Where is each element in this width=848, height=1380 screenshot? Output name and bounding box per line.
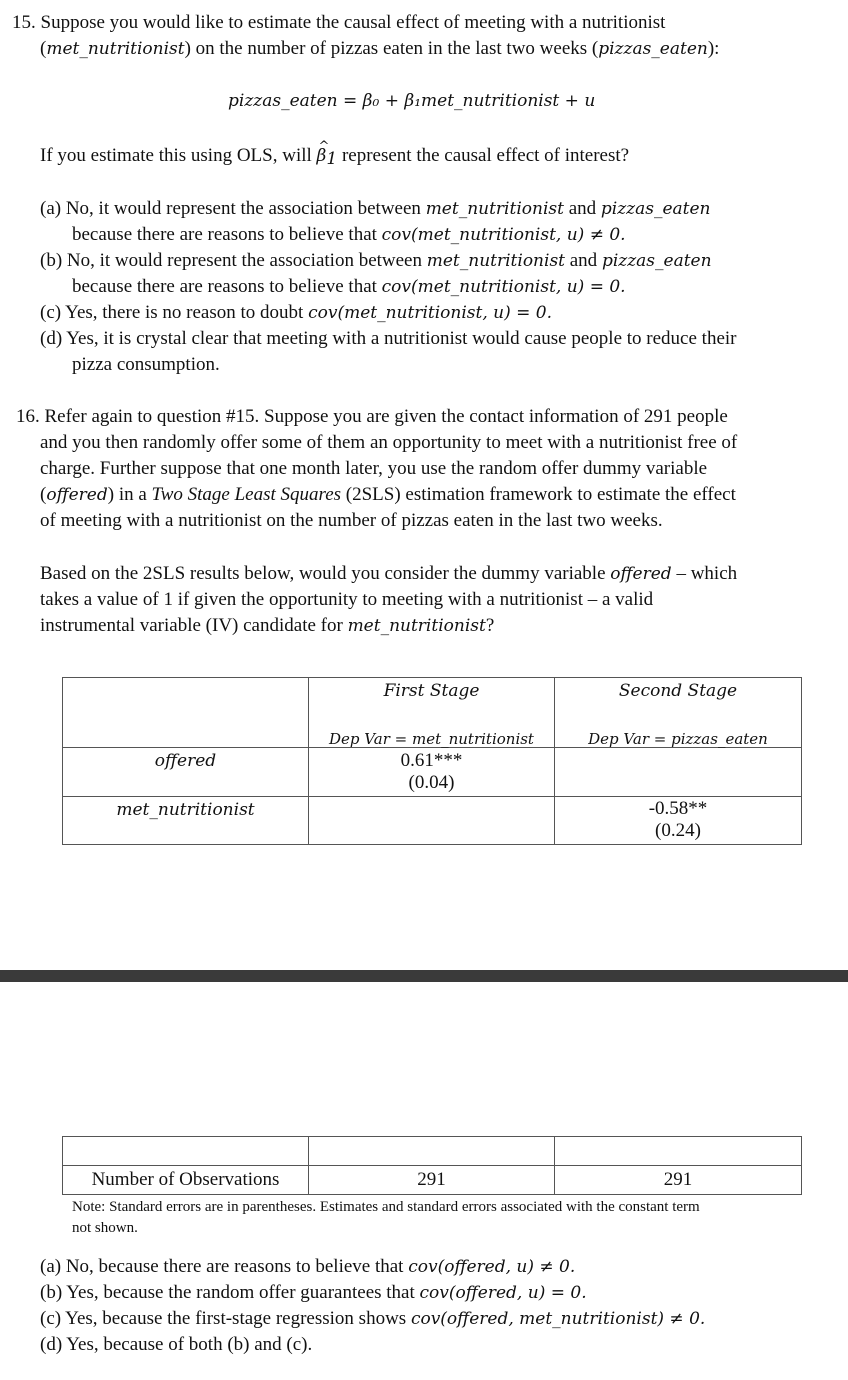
table-row bbox=[63, 797, 802, 845]
table-row bbox=[63, 1137, 802, 1166]
q15-line-2: (met_nutritionist) on the number of pizzas eaten in the last two weeks (pizzas_eaten): bbox=[40, 38, 720, 59]
q16-option-d: (d) Yes, because of both (b) and (c). bbox=[40, 1334, 313, 1355]
row-label-met-nutritionist: met_nutritionist bbox=[116, 800, 255, 820]
q16-line-3: charge. Further suppose that one month later, you use the random offer dummy variable bbox=[40, 458, 708, 479]
second-stage-header: Second Stage Dep Var = pizzas_eaten bbox=[555, 678, 802, 748]
var-pizzas-eaten: pizzas_eaten bbox=[598, 39, 708, 59]
q15-option-b: (b) No, it would represent the association between met_nutritionist and pizzas_eaten bbox=[40, 250, 712, 271]
q15-option-d: (d) Yes, it is crystal clear that meeting with a nutritionist would cause people to reduce their bbox=[40, 328, 737, 349]
observations-table bbox=[62, 1136, 802, 1195]
q15-option-a-cont: because there are reasons to believe that cov(met_nutritionist, u) ≠ 0. bbox=[72, 224, 626, 245]
q16-line-5: of meeting with a nutritionist on the number of pizzas eaten in the last two weeks. bbox=[40, 510, 663, 531]
se-offered: (0.04) bbox=[408, 772, 455, 793]
q15-option-c: (c) Yes, there is no reason to doubt cov(met_nutritionist, u) = 0. bbox=[40, 302, 552, 323]
table-row bbox=[63, 1166, 802, 1195]
table-note-cont: not shown. bbox=[72, 1220, 138, 1236]
q16-option-a: (a) No, because there are reasons to believe that cov(offered, u) ≠ 0. bbox=[40, 1256, 576, 1277]
table-header-row bbox=[63, 678, 802, 748]
table-row bbox=[63, 748, 802, 797]
q15-option-b-cont: because there are reasons to believe that cov(met_nutritionist, u) = 0. bbox=[72, 276, 626, 297]
q15-option-a: (a) No, it would represent the association between met_nutritionist and pizzas_eaten bbox=[40, 198, 711, 219]
q16-line-1: 16. Refer again to question #15. Suppose you are given the contact information of 291 people bbox=[16, 406, 728, 427]
table-note: Note: Standard errors are in parentheses. Estimates and standard errors associated with the constant term bbox=[72, 1199, 700, 1215]
obs-second: 291 bbox=[663, 1169, 693, 1190]
row-label-offered: offered bbox=[154, 751, 217, 771]
se-met-nutritionist: (0.24) bbox=[655, 820, 701, 841]
page-divider bbox=[0, 970, 848, 982]
q16-prompt-3: instrumental variable (IV) candidate for met_nutritionist? bbox=[40, 615, 495, 636]
q15-option-d-cont: pizza consumption. bbox=[72, 354, 220, 375]
q16-prompt-2: takes a value of 1 if given the opportunity to meeting with a nutritionist – a valid bbox=[40, 589, 654, 610]
results-table bbox=[62, 677, 802, 845]
header-empty-cell bbox=[63, 678, 309, 748]
first-stage-header: First Stage Dep Var = met_nutritionist bbox=[309, 678, 555, 748]
q16-option-b: (b) Yes, because the random offer guarantees that cov(offered, u) = 0. bbox=[40, 1282, 587, 1303]
beta-hat: ^ β bbox=[317, 144, 327, 168]
q16-option-c: (c) Yes, because the first-stage regression shows cov(offered, met_nutritionist) ≠ 0. bbox=[40, 1308, 706, 1329]
coef-met-nutritionist: -0.58** bbox=[648, 798, 708, 819]
q16-prompt-1: Based on the 2SLS results below, would you consider the dummy variable offered – which bbox=[40, 563, 738, 584]
dep-var-second: Dep Var = pizzas_eaten bbox=[588, 730, 768, 748]
dep-var-first: Dep Var = met_nutritionist bbox=[329, 730, 534, 748]
regression-equation: pizzas_eaten = β₀ + β₁met_nutritionist + u bbox=[228, 91, 596, 111]
var-met-nutritionist: met_nutritionist bbox=[46, 39, 185, 59]
obs-first: 291 bbox=[417, 1169, 446, 1190]
obs-label: Number of Observations bbox=[91, 1169, 280, 1190]
coef-offered: 0.61*** bbox=[400, 750, 463, 771]
q16-line-4: (offered) in a Two Stage Least Squares (2SLS) estimation framework to estimate the effect bbox=[40, 484, 736, 505]
q15-line-1: 15. Suppose you would like to estimate the causal effect of meeting with a nutritionist bbox=[12, 12, 666, 33]
q15-question: If you estimate this using OLS, will ^ $\beta_1$ represent the causal effect of interest? bbox=[40, 144, 629, 171]
q16-line-2: and you then randomly offer some of them an opportunity to meet with a nutritionist free of bbox=[40, 432, 738, 453]
